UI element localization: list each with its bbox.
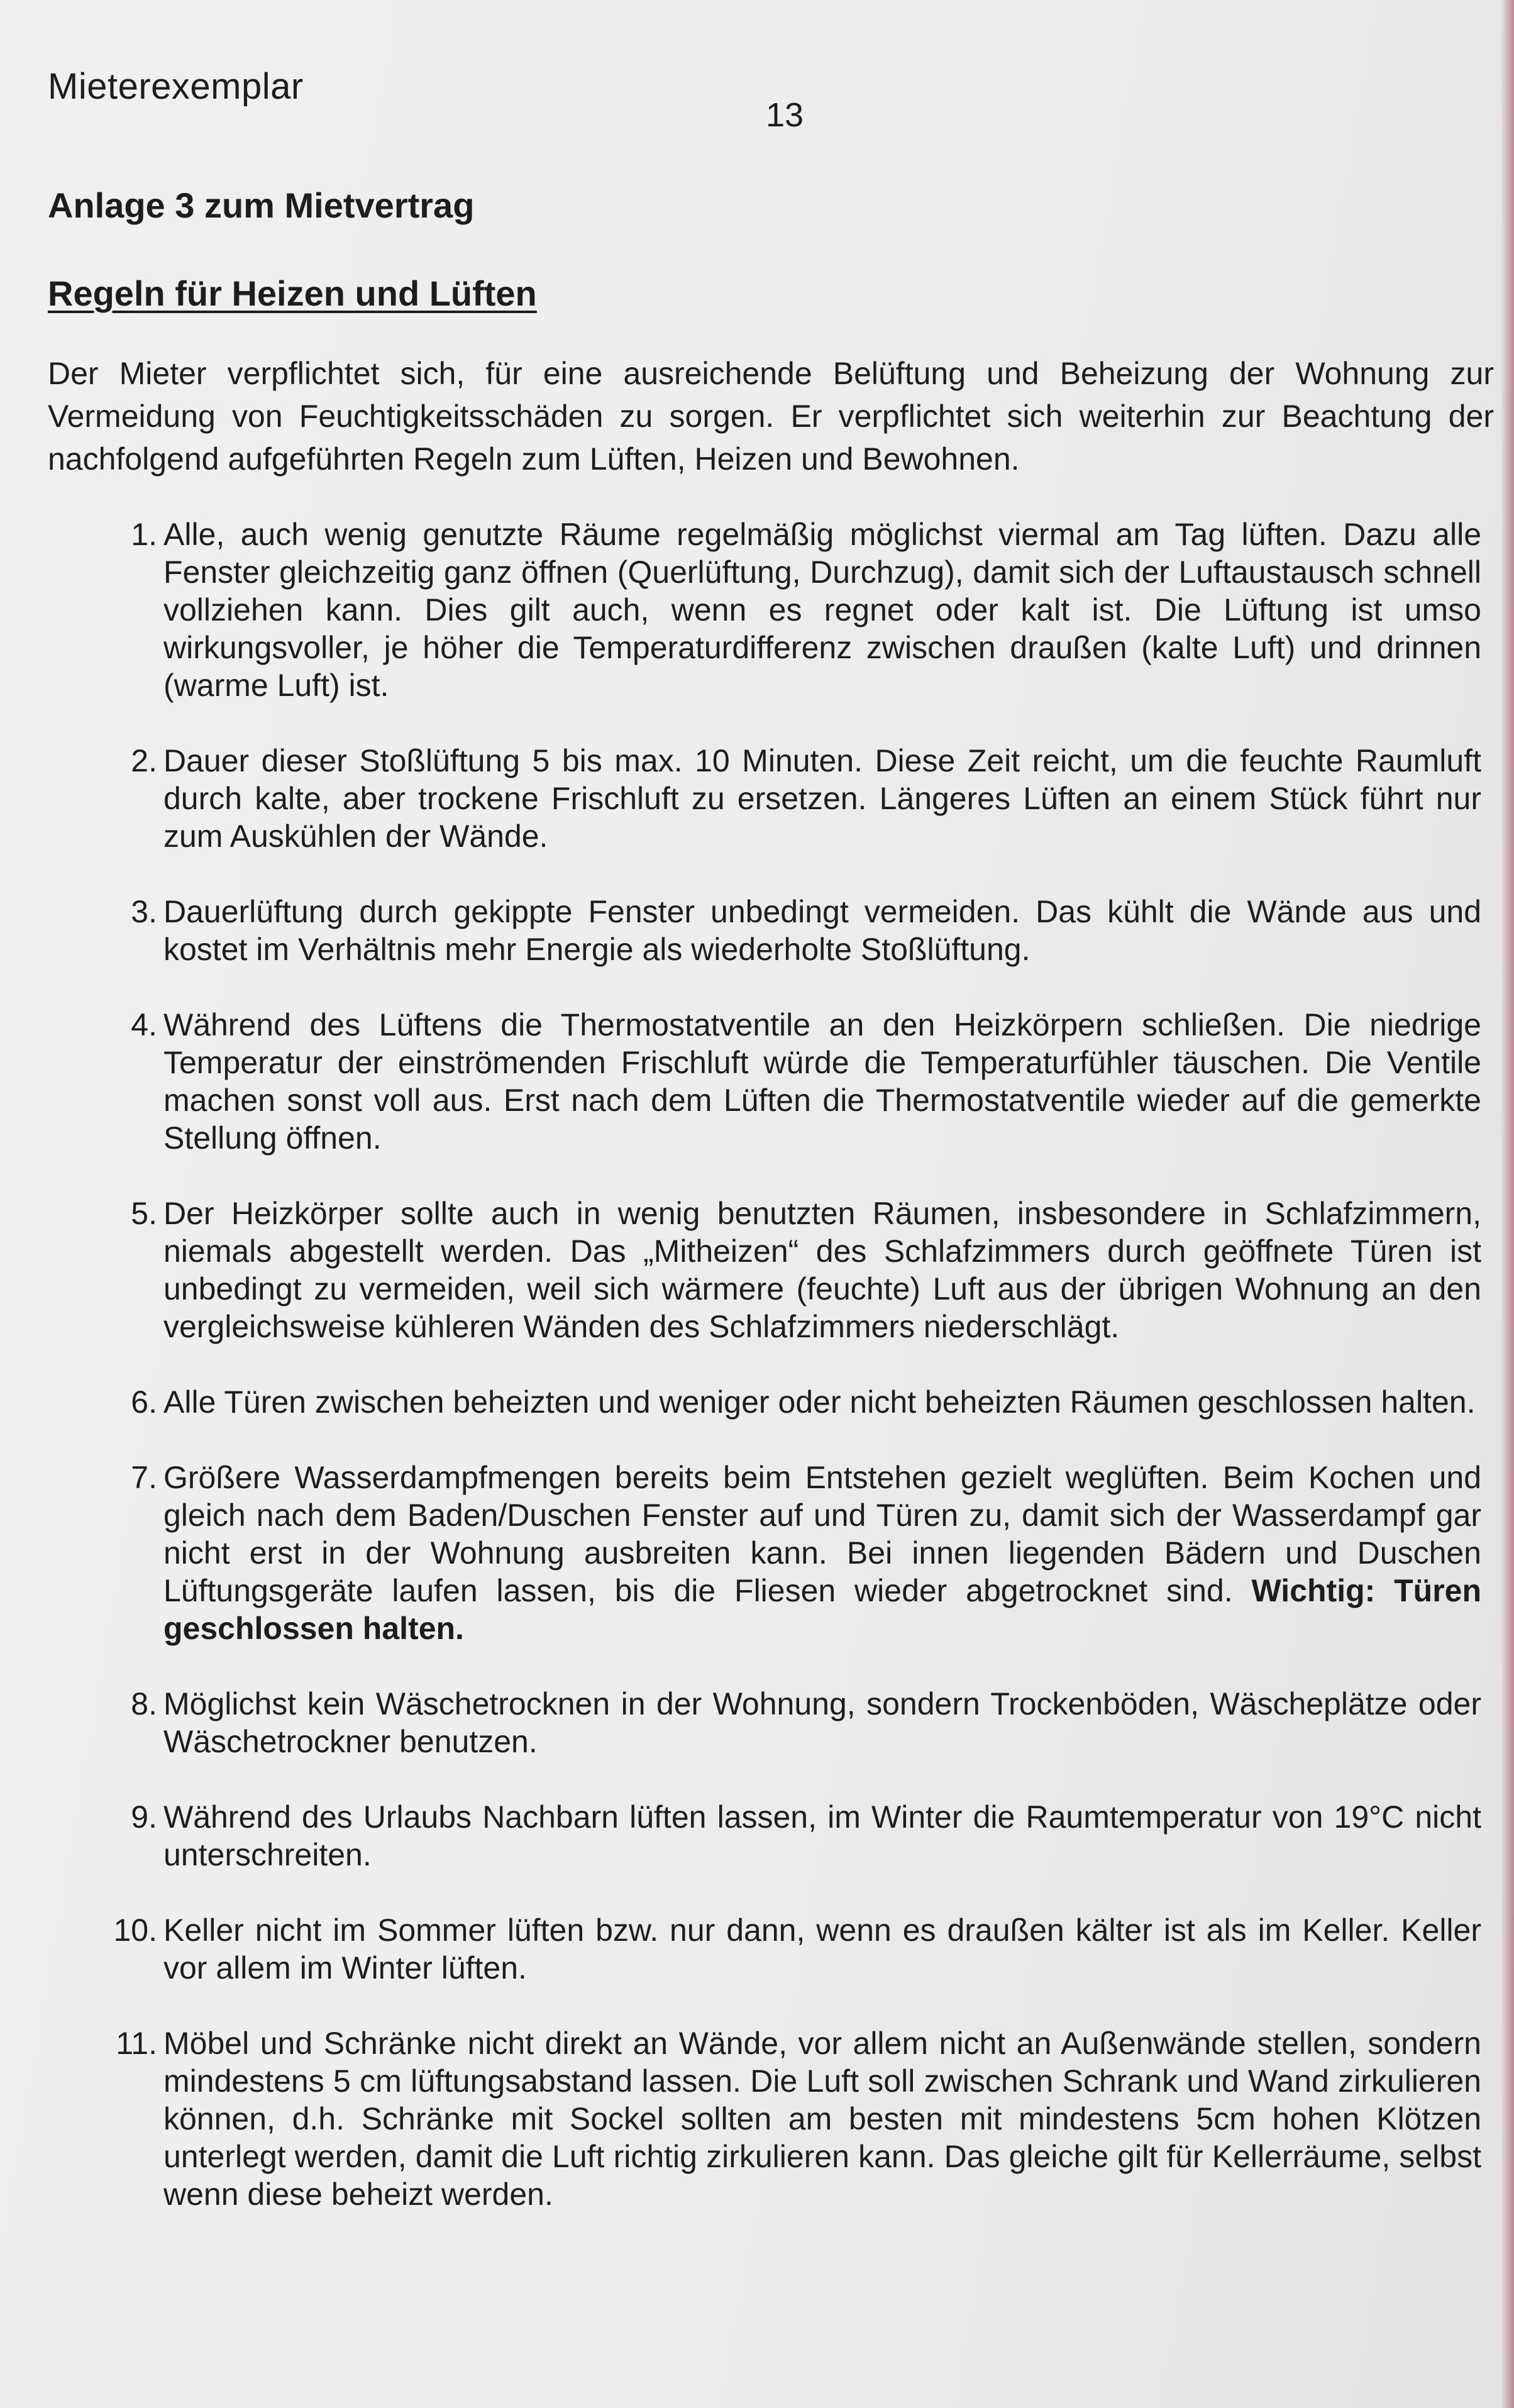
rule-emphasis: Wichtig: Türen geschlossen halten. xyxy=(163,1573,1481,1646)
rule-number: 8. xyxy=(131,1686,157,1721)
rule-item xyxy=(0,1798,1514,1874)
rule-number: 9. xyxy=(131,1799,157,1835)
intro-paragraph: Der Mieter verpflichtet sich, für eine ausreichende Belüftung und Beheizung der Wohnung zur Vermeidung von Feuchtigkeitsschäden zu sorgen. Er verpflichtet sich weiterhin zur Beachtung der nachfolgend aufgeführten Regeln zum Lüften, Heizen und Bewohnen. xyxy=(48,356,1494,477)
rule-item xyxy=(0,742,1514,855)
rules-list xyxy=(0,516,1514,2251)
rule-text xyxy=(163,1459,1481,1647)
rule-text: Während des Urlaubs Nachbarn lüften lassen, im Winter die Raumtemperatur von 19°C nicht unterschreiten. xyxy=(163,1799,1481,1872)
rule-number: 5. xyxy=(131,1196,157,1231)
rule-text: Alle Türen zwischen beheizten und weniger oder nicht beheizten Räumen geschlossen halten. xyxy=(163,1384,1476,1420)
rule-item xyxy=(0,1911,1514,1987)
rule-item xyxy=(0,1006,1514,1157)
rule-text: Während des Lüftens die Thermostatventile an den Heizkörpern schließen. Die niedrige Temperatur der einströmenden Frischluft würde die Temperaturfühler täuschen. Die Ventile machen sonst voll aus. Erst nach dem Lüften die Thermostatventile wieder auf die gemerkte Stellung öffnen. xyxy=(163,1007,1481,1156)
rule-text-body: Größere Wasserdampfmengen bereits beim Entstehen gezielt weglüften. Beim Kochen und gleich nach dem Baden/Duschen Fenster auf und Türen zu, damit sich der Wasserdampf gar nicht erst in der Wohnung ausbreiten kann. Bei innen liegenden Bädern und Duschen Lüftungsgeräte laufen lassen, bis die Fliesen wieder abgetrocknet sind. xyxy=(163,1460,1481,1608)
rule-number: 2. xyxy=(131,743,157,778)
rule-text: Der Heizkörper sollte auch in wenig benutzten Räumen, insbesondere in Schlafzimmern, niemals abgestellt werden. Das „Mitheizen“ des Schlafzimmers durch geöffnete Türen ist unbedingt zu vermeiden, weil sich wärmere (feuchte) Luft aus der übrigen Wohnung an den vergleichsweise kühleren Wänden des Schlafzimmers niederschlägt. xyxy=(163,1196,1481,1344)
page-number: 13 xyxy=(766,96,804,134)
rule-item xyxy=(0,893,1514,968)
rule-item xyxy=(0,1685,1514,1760)
annex-title: Anlage 3 zum Mietvertrag xyxy=(48,185,475,225)
rule-text: Möbel und Schränke nicht direkt an Wände, vor allem nicht an Außenwände stellen, sondern mindestens 5 cm lüftungsabstand lassen. Die Luft soll zwischen Schrank und Wand zirkulieren können, d.h. Schränke mit Sockel sollten am besten mit mindestens 5cm hohen Klötzen unterlegt werden, damit die Luft richtig zirkulieren kann. Das gleiche gilt für Kellerräume, selbst wenn diese beheizt werden. xyxy=(163,2026,1481,2212)
rule-number: 1. xyxy=(131,517,157,552)
rule-item xyxy=(0,2024,1514,2213)
rule-text: Dauerlüftung durch gekippte Fenster unbedingt vermeiden. Das kühlt die Wände aus und kostet im Verhältnis mehr Energie als wiederholte Stoßlüftung. xyxy=(163,894,1481,967)
copy-label: Mieterexemplar xyxy=(48,66,304,107)
rule-text: Möglichst kein Wäschetrocknen in der Wohnung, sondern Trockenböden, Wäscheplätze oder Wäschetrockner benutzen. xyxy=(163,1686,1481,1759)
rule-number: 10. xyxy=(113,1913,157,1948)
rule-number: 3. xyxy=(131,894,157,929)
rule-text: Keller nicht im Sommer lüften bzw. nur dann, wenn es draußen kälter ist als im Keller. Keller vor allem im Winter lüften. xyxy=(163,1913,1481,1985)
rule-item xyxy=(0,516,1514,704)
rule-number: 6. xyxy=(131,1384,157,1420)
rule-number: 7. xyxy=(131,1460,157,1495)
rule-item xyxy=(0,1383,1514,1421)
rules-title: Regeln für Heizen und Lüften xyxy=(48,273,537,313)
rule-item xyxy=(0,1459,1514,1647)
rule-number: 4. xyxy=(131,1007,157,1042)
rule-text: Alle, auch wenig genutzte Räume regelmäßig möglichst viermal am Tag lüften. Dazu alle Fenster gleichzeitig ganz öffnen (Querlüftung, Durchzug), damit sich der Luftaustausch schnell vollziehen kann. Dies gilt auch, wenn es regnet oder kalt ist. Die Lüftung ist umso wirkungsvoller, je höher die Temperaturdifferenz zwischen draußen (kalte Luft) und drinnen (warme Luft) ist. xyxy=(163,517,1481,703)
rule-item xyxy=(0,1195,1514,1345)
rule-number: 11. xyxy=(116,2026,157,2061)
rule-text: Dauer dieser Stoßlüftung 5 bis max. 10 Minuten. Diese Zeit reicht, um die feuchte Raumluft durch kalte, aber trockene Frischluft zu ersetzen. Längeres Lüften an einem Stück führt nur zum Auskühlen der Wände. xyxy=(163,743,1481,854)
